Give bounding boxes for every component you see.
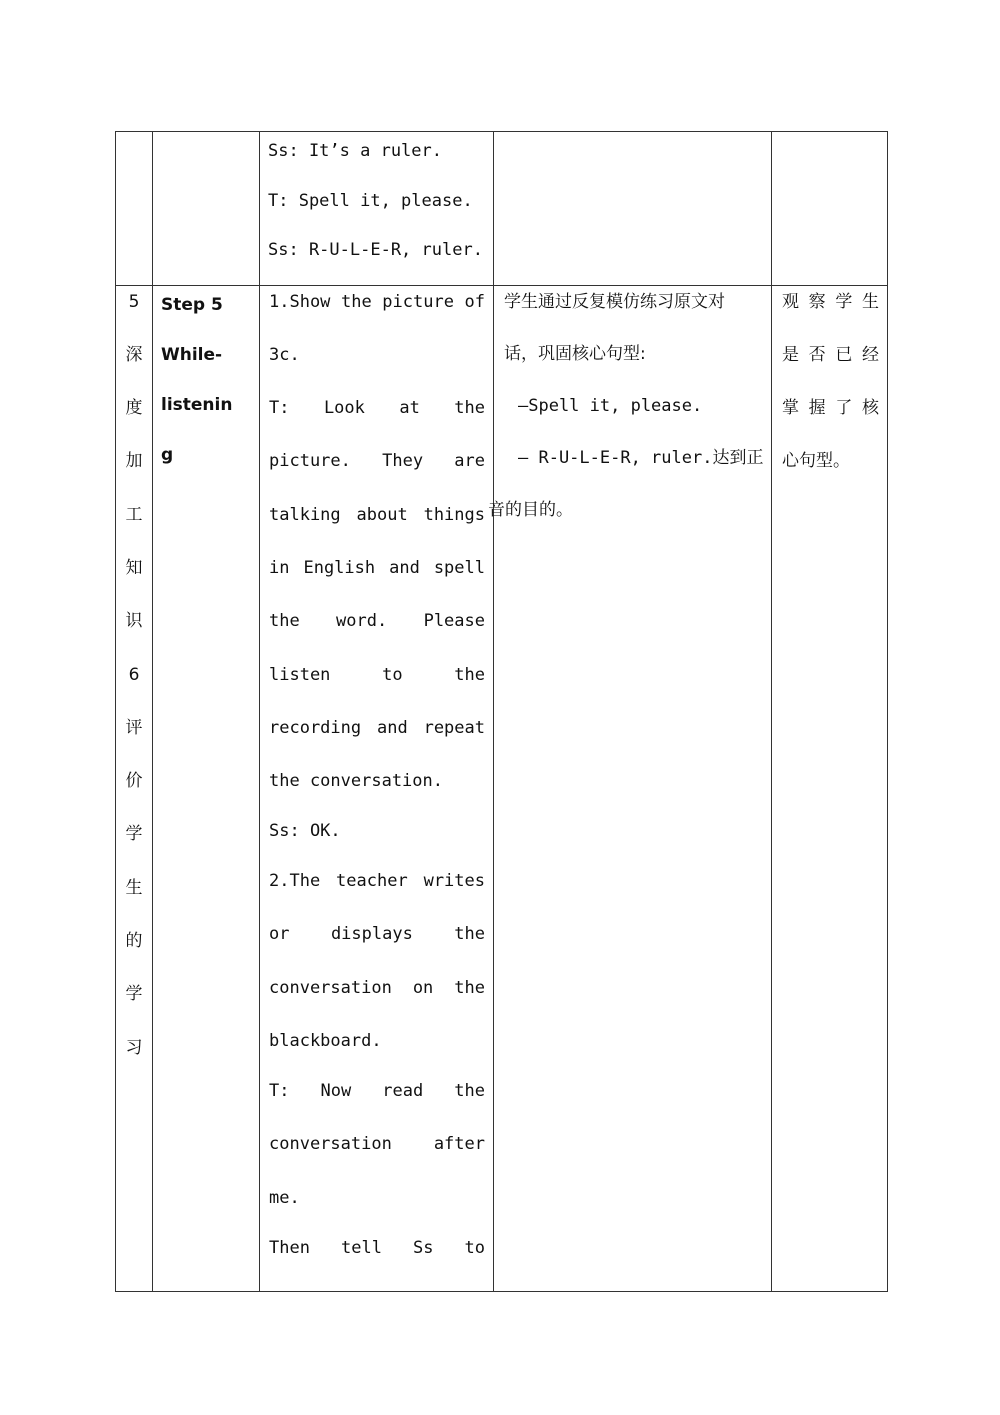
process-line: recording and repeat bbox=[269, 717, 485, 738]
table-row bbox=[116, 285, 888, 1291]
number-char: 度 bbox=[125, 398, 143, 419]
step-title: While- bbox=[161, 344, 223, 365]
process-line: in English and spell bbox=[269, 557, 485, 578]
goal-line: —Spell it, please. bbox=[518, 395, 703, 416]
table-row bbox=[116, 132, 888, 286]
number-char: 5 bbox=[128, 291, 140, 312]
process-line: conversation after bbox=[269, 1134, 485, 1155]
number-char: 生 bbox=[125, 877, 143, 898]
process-line: listen to the bbox=[269, 664, 485, 685]
number-char: 加 bbox=[125, 451, 143, 472]
goal-line: — R-U-L-E-R, ruler.达到正 bbox=[518, 447, 764, 468]
process-line: 2.The teacher writes bbox=[269, 871, 485, 892]
process-line: the conversation. bbox=[269, 771, 443, 792]
process-line: T: Look at the bbox=[269, 398, 485, 419]
number-char: 工 bbox=[125, 504, 143, 525]
number-cell bbox=[116, 132, 153, 286]
number-char: 知 bbox=[125, 557, 143, 578]
step-cell bbox=[153, 132, 260, 286]
evaluation-line: 掌握了核 bbox=[782, 397, 879, 418]
process-line: Ss: R-U-L-E-R, ruler. bbox=[268, 240, 483, 260]
process-line: talking about things bbox=[269, 504, 485, 525]
process-line: the word. Please bbox=[269, 611, 485, 632]
process-line: me. bbox=[269, 1187, 300, 1208]
goal-line: 学生通过反复模仿练习原文对 bbox=[504, 291, 725, 312]
process-line: T: Now read the bbox=[269, 1081, 485, 1102]
process-line: conversation on the bbox=[269, 977, 485, 998]
number-char: 深 bbox=[125, 344, 143, 365]
number-char: 识 bbox=[125, 611, 143, 632]
process-line: blackboard. bbox=[269, 1031, 382, 1052]
number-char: 习 bbox=[125, 1037, 143, 1058]
step-title: listenin bbox=[161, 394, 233, 415]
goal-line: 音的目的。 bbox=[488, 499, 573, 520]
goal-cell bbox=[488, 285, 772, 1291]
evaluation-line: 是否已经 bbox=[782, 344, 879, 365]
evaluation-cell bbox=[772, 285, 888, 1291]
process-line: or displays the bbox=[269, 924, 485, 945]
number-char: 价 bbox=[125, 771, 143, 792]
process-line: Then tell Ss to bbox=[269, 1237, 485, 1258]
evaluation-line: 观察学生 bbox=[782, 291, 879, 312]
goal-cell bbox=[494, 132, 772, 286]
goal-line: 话，巩固核心句型: bbox=[504, 343, 646, 364]
step-cell bbox=[153, 285, 260, 1291]
number-char: 学 bbox=[125, 824, 143, 845]
number-cell bbox=[116, 285, 153, 1291]
process-cell bbox=[260, 285, 494, 1291]
process-line: T: Spell it, please. bbox=[268, 190, 473, 211]
process-line: picture. They are bbox=[269, 451, 485, 472]
process-cell bbox=[260, 132, 494, 286]
number-char: 6 bbox=[128, 664, 140, 685]
number-char: 学 bbox=[125, 984, 143, 1005]
process-line: Ss: It’s a ruler. bbox=[268, 141, 442, 161]
process-line: 1.Show the picture of bbox=[269, 291, 485, 312]
process-line: 3c. bbox=[269, 344, 300, 365]
step-title: g bbox=[161, 444, 174, 465]
lesson-plan-table bbox=[115, 131, 888, 1292]
evaluation-cell bbox=[772, 132, 888, 286]
number-char: 的 bbox=[125, 931, 143, 952]
step-title: Step 5 bbox=[161, 294, 223, 315]
evaluation-line: 心句型。 bbox=[782, 450, 850, 471]
process-line: Ss: OK. bbox=[269, 821, 341, 842]
number-char: 评 bbox=[125, 717, 143, 738]
